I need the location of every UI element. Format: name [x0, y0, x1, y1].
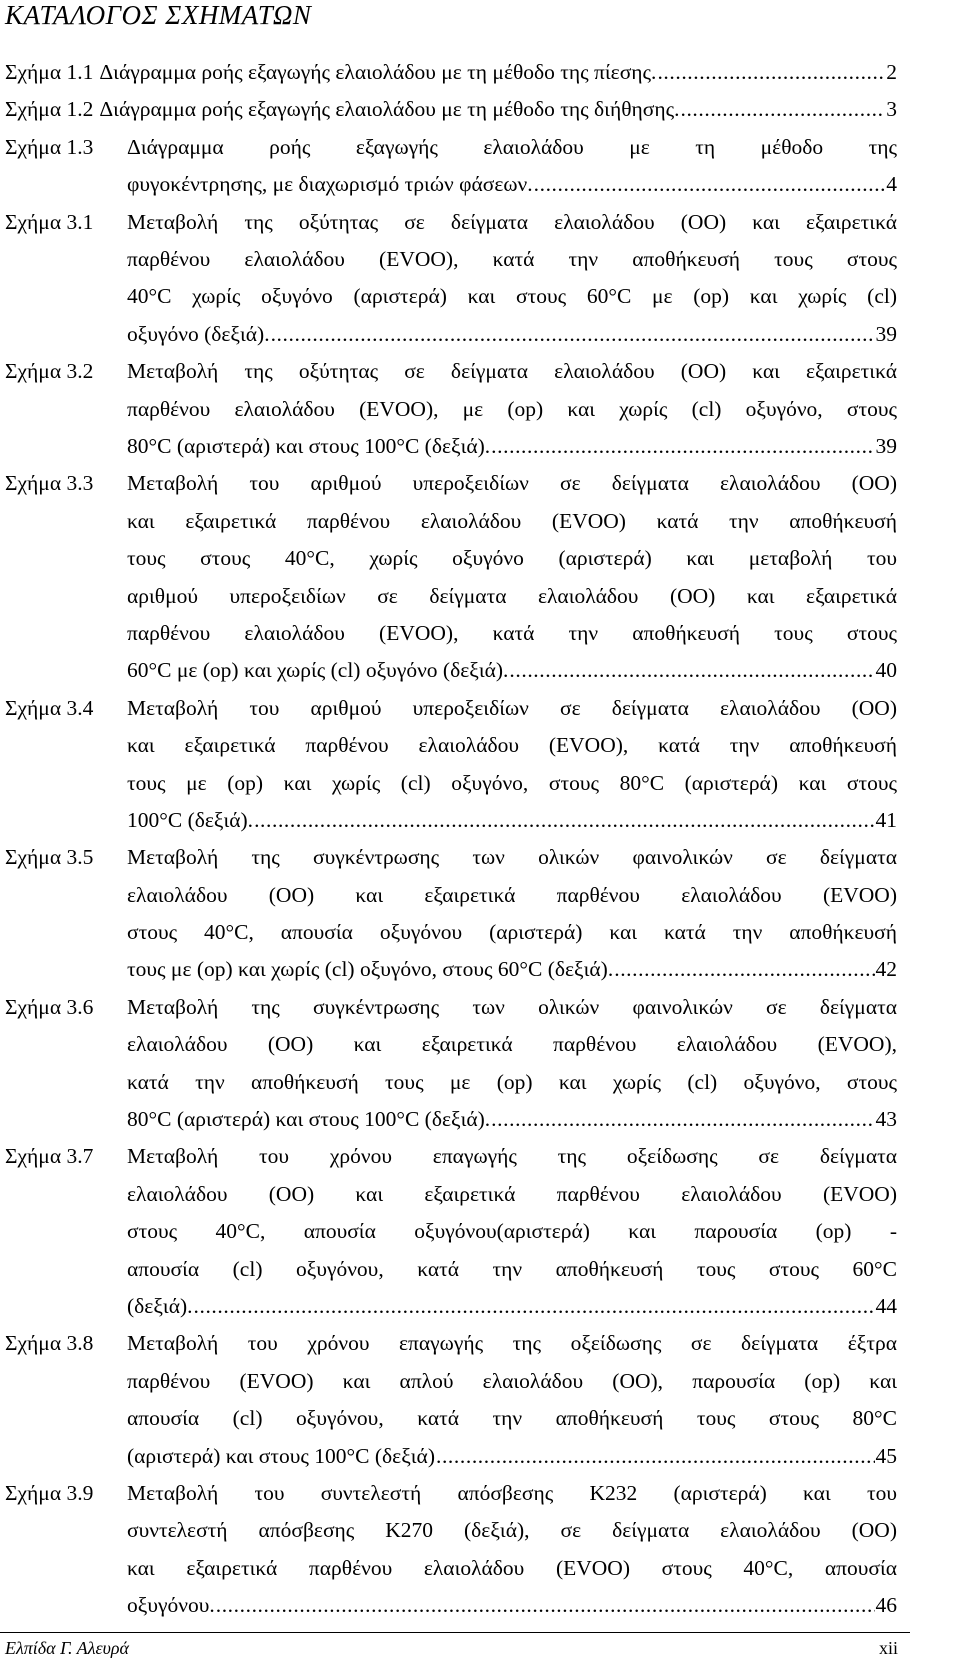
entry-page-number: 40	[875, 658, 897, 683]
entry-text: παρθένου ελαιολάδου (EVOO), κατά την αποθήκευσή τους στους	[127, 620, 897, 645]
entry-text: τους στους 40°C, χωρίς οξυγόνο (αριστερά) και μεταβολή του	[127, 546, 897, 571]
entry-text: Διάγραμμα ροής εξαγωγής ελαιολάδου με τη μέθοδο της διήθησης.	[99, 97, 680, 122]
entry-label: Σχήμα 3.8	[5, 1331, 94, 1356]
entry-line	[127, 353, 897, 390]
entry-body	[99, 54, 897, 91]
dot-leader	[254, 802, 874, 839]
entry-line	[127, 1176, 897, 1213]
entry-body	[127, 1138, 897, 1325]
entry-line	[99, 54, 897, 91]
entry-page-number: 39	[875, 433, 897, 458]
entry-line	[127, 1213, 897, 1250]
entry-body	[127, 839, 897, 989]
entry-text: (δεξιά).	[127, 1294, 193, 1319]
toc-entry[interactable]	[5, 839, 897, 989]
toc-entry[interactable]	[5, 989, 897, 1139]
entry-line	[127, 391, 897, 428]
toc-entry[interactable]	[5, 465, 897, 689]
entry-label: Σχήμα 3.1	[5, 209, 94, 234]
entry-body	[127, 989, 897, 1139]
entry-label: Σχήμα 1.3	[5, 134, 94, 159]
entry-text: 40°C χωρίς οξυγόνο (αριστερά) και στους 60°C με (op) και χωρίς (cl)	[127, 284, 897, 309]
dot-leader	[436, 1438, 875, 1475]
entry-line	[127, 1288, 897, 1325]
entry-body	[127, 690, 897, 840]
entry-page-number: 44	[875, 1294, 897, 1319]
dot-leader	[534, 166, 886, 203]
entry-body	[127, 204, 897, 354]
entry-text: Διάγραμμα ροής εξαγωγής ελαιολάδου με τη μέθοδο της πίεσης.	[99, 60, 657, 84]
entry-line	[127, 129, 897, 166]
entry-label: Σχήμα 3.2	[5, 359, 94, 384]
entry-text: Μεταβολή του συντελεστή απόσβεσης Κ232 (αριστερά) και του	[127, 1481, 897, 1506]
dot-leader	[509, 652, 874, 689]
entry-text: φυγοκέντρησης, με διαχωρισμό τριών φάσεων.	[127, 172, 533, 197]
entry-page-number: 39	[875, 321, 897, 346]
entry-line	[127, 166, 897, 203]
entry-text: Μεταβολή της οξύτητας σε δείγματα ελαιολάδου (ΟΟ) και εξαιρετικά	[127, 209, 897, 234]
entry-line	[127, 503, 897, 540]
entry-line	[127, 802, 897, 839]
footer-author: Ελπίδα Γ. Αλευρά	[5, 1638, 129, 1658]
toc-entry[interactable]	[5, 690, 897, 840]
dot-leader	[216, 1587, 875, 1624]
entry-text: και εξαιρετικά παρθένου ελαιολάδου (EVOO), κατά την αποθήκευσή	[127, 733, 897, 758]
entry-text: οξυγόνου.	[127, 1593, 215, 1618]
entry-line	[127, 1325, 897, 1362]
entry-line	[127, 465, 897, 502]
entry-line	[127, 1101, 897, 1138]
entry-text: και εξαιρετικά παρθένου ελαιολάδου (EVOO) στους 40°C, απουσία	[127, 1555, 897, 1580]
entry-text: τους με (op) και χωρίς (cl) οξυγόνο, στους 60°C (δεξιά).	[127, 957, 614, 982]
footer-divider	[0, 1632, 910, 1633]
dot-leader	[491, 428, 874, 465]
entry-line	[127, 428, 897, 465]
entry-line	[127, 839, 897, 876]
entry-line	[127, 652, 897, 689]
entry-text: Μεταβολή της οξύτητας σε δείγματα ελαιολάδου (ΟΟ) και εξαιρετικά	[127, 359, 897, 384]
entry-text: αριθμού υπεροξειδίων σε δείγματα ελαιολάδου (ΟΟ) και εξαιρετικά	[127, 583, 897, 608]
entry-text: 60°C με (op) και χωρίς (cl) οξυγόνο (δεξιά).	[127, 658, 509, 683]
entry-label: Σχήμα 3.6	[5, 994, 94, 1019]
entry-text: Μεταβολή του χρόνου επαγωγής της οξείδωσης σε δείγματα	[127, 1144, 897, 1169]
entry-line	[127, 1400, 897, 1437]
entry-line	[127, 727, 897, 764]
entry-line	[127, 1438, 897, 1475]
toc-entry[interactable]	[5, 1475, 897, 1625]
entry-text: συντελεστή απόσβεσης Κ270 (δεξιά), σε δείγματα ελαιολάδου (ΟΟ)	[127, 1518, 897, 1543]
entry-line	[127, 1026, 897, 1063]
entry-text: Μεταβολή του χρόνου επαγωγής της οξείδωσης σε δείγματα έξτρα	[127, 1331, 897, 1356]
entry-line	[127, 278, 897, 315]
dot-leader	[614, 951, 874, 988]
dot-leader	[194, 1288, 875, 1325]
toc-entry[interactable]	[5, 54, 897, 91]
entry-line	[99, 91, 897, 128]
entry-text: στους 40°C, απουσία οξυγόνου(αριστερά) και παρουσία (op) -	[127, 1219, 897, 1244]
entry-line	[127, 1251, 897, 1288]
toc-entry[interactable]	[5, 129, 897, 204]
toc-entry[interactable]	[5, 1138, 897, 1325]
entry-line	[127, 241, 897, 278]
entry-text: τους με (op) και χωρίς (cl) οξυγόνο, στους 80°C (αριστερά) και στους	[127, 770, 897, 795]
entry-text: Μεταβολή της συγκέντρωσης των ολικών φαινολικών σε δείγματα	[127, 845, 897, 870]
entry-page-number: 3	[886, 97, 897, 122]
entry-line	[127, 1363, 897, 1400]
entry-page-number: 4	[886, 172, 897, 197]
entry-label: Σχήμα 3.7	[5, 1144, 94, 1169]
toc-entry[interactable]	[5, 91, 897, 128]
toc-entry[interactable]	[5, 204, 897, 354]
entry-text: 80°C (αριστερά) και στους 100°C (δεξιά).	[127, 1107, 491, 1132]
entry-text: και εξαιρετικά παρθένου ελαιολάδου (EVOO) κατά την αποθήκευσή	[127, 508, 897, 533]
entry-label: Σχήμα 3.9	[5, 1481, 94, 1506]
entry-label: Σχήμα 3.5	[5, 845, 94, 870]
dot-leader	[491, 1101, 874, 1138]
entry-line	[127, 1550, 897, 1587]
entry-line	[127, 989, 897, 1026]
entry-line	[127, 1512, 897, 1549]
entry-line	[127, 1475, 897, 1512]
entry-body	[127, 353, 897, 465]
entry-body	[127, 1325, 897, 1475]
page-title: ΚΑΤΑΛΟΓΟΣ ΣΧΗΜΑΤΩΝ	[5, 0, 312, 30]
entry-text: Μεταβολή του αριθμού υπεροξειδίων σε δείγματα ελαιολάδου (ΟΟ)	[127, 695, 897, 720]
entry-page-number: 45	[875, 1443, 897, 1468]
entry-text: απουσία (cl) οξυγόνου, κατά την αποθήκευσή τους στους 60°C	[127, 1256, 897, 1281]
entry-line	[127, 615, 897, 652]
entry-text: ελαιολάδου (ΟΟ) και εξαιρετικά παρθένου ελαιολάδου (EVOO)	[127, 882, 897, 907]
entry-line	[127, 204, 897, 241]
entry-label: Σχήμα 3.4	[5, 695, 94, 720]
entry-text: παρθένου ελαιολάδου (EVOO), κατά την αποθήκευσή τους στους	[127, 247, 897, 271]
entry-label: Σχήμα 3.3	[5, 471, 94, 496]
entry-text: Μεταβολή του αριθμού υπεροξειδίων σε δείγματα ελαιολάδου (ΟΟ)	[127, 471, 897, 496]
entry-page-number: 2	[886, 60, 897, 84]
entry-text: (αριστερά) και στους 100°C (δεξιά)	[127, 1443, 435, 1468]
entry-line	[127, 1138, 897, 1175]
entry-text: στους 40°C, απουσία οξυγόνου (αριστερά) και κατά την αποθήκευσή	[127, 920, 897, 945]
entry-line	[127, 914, 897, 951]
entry-text: οξυγόνο (δεξιά).	[127, 321, 270, 346]
entry-line	[127, 1587, 897, 1624]
entry-body	[99, 91, 897, 128]
entry-line	[127, 1064, 897, 1101]
entry-text: Μεταβολή της συγκέντρωσης των ολικών φαινολικών σε δείγματα	[127, 994, 897, 1019]
dot-leader	[680, 91, 885, 128]
dot-leader	[657, 54, 885, 91]
entry-line	[127, 765, 897, 802]
entry-text: παρθένου ελαιολάδου (EVOO), με (op) και χωρίς (cl) οξυγόνο, στους	[127, 396, 897, 421]
toc-entry[interactable]	[5, 353, 897, 465]
entry-text: Διάγραμμα ροής εξαγωγής ελαιολάδου με τη μέθοδο της	[127, 134, 897, 159]
entry-text: κατά την αποθήκευσή τους με (op) και χωρίς (cl) οξυγόνο, στους	[127, 1069, 897, 1094]
entry-text: απουσία (cl) οξυγόνου, κατά την αποθήκευσή τους στους 80°C	[127, 1406, 897, 1431]
entry-text: ελαιολάδου (ΟΟ) και εξαιρετικά παρθένου ελαιολάδου (EVOO)	[127, 1181, 897, 1206]
entry-line	[127, 951, 897, 988]
entry-text: 80°C (αριστερά) και στους 100°C (δεξιά).	[127, 433, 491, 458]
entry-page-number: 46	[875, 1593, 897, 1618]
entry-line	[127, 578, 897, 615]
entry-body	[127, 465, 897, 689]
entry-text: 100°C (δεξιά).	[127, 807, 254, 832]
entry-line	[127, 877, 897, 914]
entry-line	[127, 690, 897, 727]
entry-text: ελαιολάδου (ΟΟ) και εξαιρετικά παρθένου ελαιολάδου (EVOO),	[127, 1032, 897, 1057]
footer-page-number: xii	[878, 1638, 898, 1658]
dot-leader	[271, 316, 875, 353]
figure-list	[5, 54, 897, 1625]
entry-label: Σχήμα 1.1	[5, 60, 94, 84]
entry-line	[127, 540, 897, 577]
entry-line	[127, 316, 897, 353]
entry-page-number: 43	[875, 1107, 897, 1132]
toc-entry[interactable]	[5, 1325, 897, 1475]
entry-label: Σχήμα 1.2	[5, 97, 94, 122]
entry-page-number: 41	[875, 807, 897, 832]
entry-page-number: 42	[875, 957, 897, 982]
entry-text: παρθένου (EVOO) και απλού ελαιολάδου (ΟΟ), παρουσία (op) και	[127, 1368, 897, 1393]
entry-body	[127, 129, 897, 204]
entry-body	[127, 1475, 897, 1625]
